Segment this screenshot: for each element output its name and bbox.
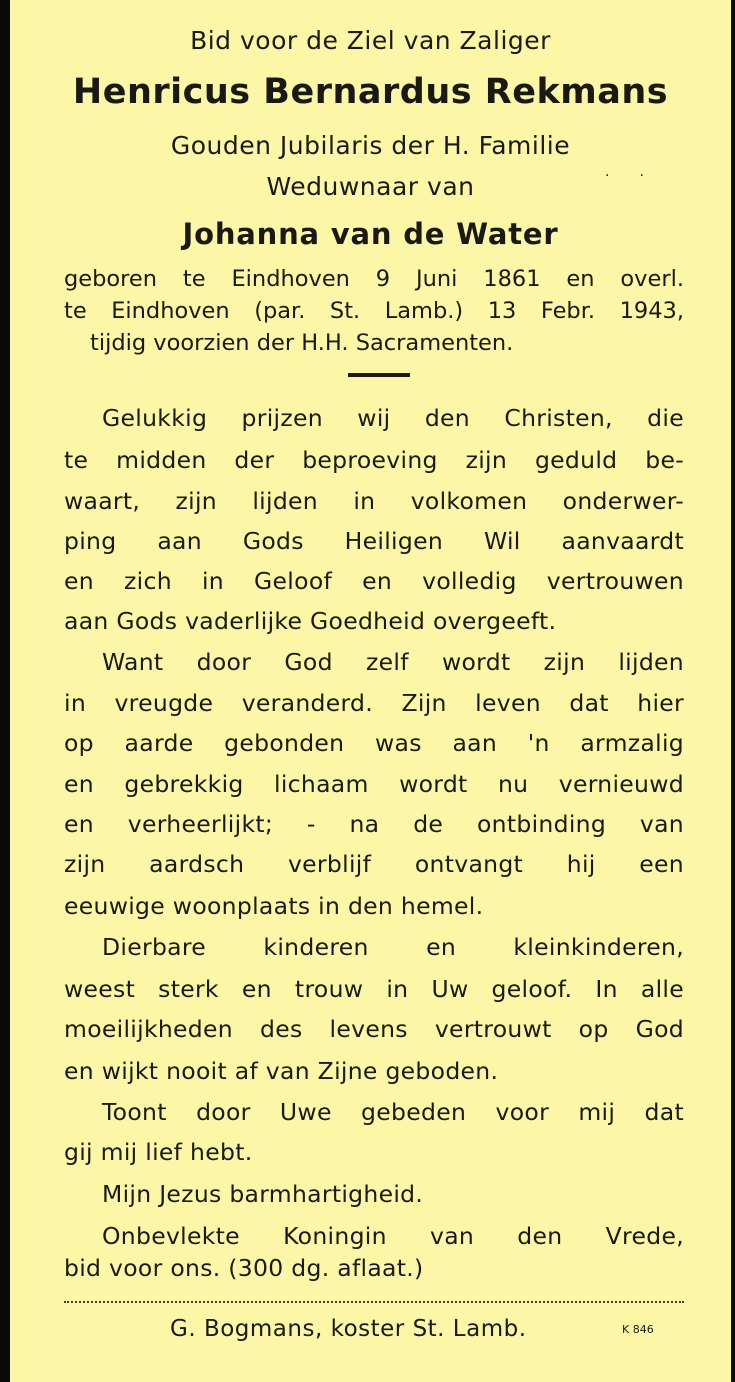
- prayer-line: aan Gods vaderlijke Goedheid overgeeft.: [64, 607, 557, 635]
- prayer-line: ping aan Gods Heiligen Wil aanvaardt: [64, 527, 684, 555]
- printer-credit: G. Bogmans, koster St. Lamb.: [170, 1316, 527, 1342]
- divider: [348, 373, 410, 377]
- prayer-line: bid voor ons. (300 dg. aflaat.): [64, 1254, 424, 1282]
- prayer-intro: Bid voor de Ziel van Zaliger: [190, 26, 551, 55]
- birth-line: geboren te Eindhoven 9 Juni 1861 en overl.: [64, 266, 684, 292]
- prayer-line: en gebrekkig lichaam wordt nu vernieuwd: [64, 770, 684, 798]
- prayer-line: gij mij lief hebt.: [64, 1138, 253, 1166]
- print-code: K 846: [622, 1323, 654, 1336]
- prayer-line: eeuwige woonplaats in den hemel.: [64, 892, 484, 920]
- sacraments-line: tijdig voorzien der H.H. Sacramenten.: [90, 330, 514, 356]
- prayer-line: Mijn Jezus barmhartigheid.: [102, 1180, 424, 1208]
- dotted-divider: [64, 1301, 684, 1303]
- prayer-line: op aarde gebonden was aan 'n armzalig: [64, 729, 684, 757]
- prayer-line: en wijkt nooit af van Zijne geboden.: [64, 1057, 499, 1085]
- prayer-line: in vreugde veranderd. Zijn leven dat hier: [64, 689, 684, 717]
- prayer-line: weest sterk en trouw in Uw geloof. In alle: [64, 975, 684, 1003]
- death-line: te Eindhoven (par. St. Lamb.) 13 Febr. 1943,: [64, 298, 684, 324]
- prayer-line: en verheerlijkt; - na de ontbinding van: [64, 810, 684, 838]
- prayer-line: waart, zijn lijden in volkomen onderwer-: [64, 487, 684, 515]
- prayer-line: Dierbare kinderen en kleinkinderen,: [102, 933, 684, 961]
- jubilee-title: Gouden Jubilaris der H. Familie: [170, 131, 571, 160]
- print-specks: ··: [605, 168, 674, 184]
- prayer-line: zijn aardsch verblijf ontvangt hij een: [64, 850, 684, 878]
- prayer-line: Gelukkig prijzen wij den Christen, die: [102, 404, 684, 432]
- prayer-line: Onbevlekte Koningin van den Vrede,: [102, 1222, 684, 1250]
- prayer-line: Want door God zelf wordt zijn lijden: [102, 648, 684, 676]
- prayer-line: Toont door Uwe gebeden voor mij dat: [102, 1098, 684, 1126]
- widower-of: Weduwnaar van: [266, 172, 475, 201]
- prayer-line: te midden der beproeving zijn geduld be-: [64, 446, 684, 474]
- prayer-line: moeilijkheden des levens vertrouwt op God: [64, 1015, 684, 1043]
- deceased-name: Henricus Bernardus Rekmans: [72, 72, 669, 112]
- memorial-card: [10, 0, 731, 1382]
- spouse-name: Johanna van de Water: [182, 217, 559, 251]
- prayer-line: en zich in Geloof en volledig vertrouwen: [64, 567, 684, 595]
